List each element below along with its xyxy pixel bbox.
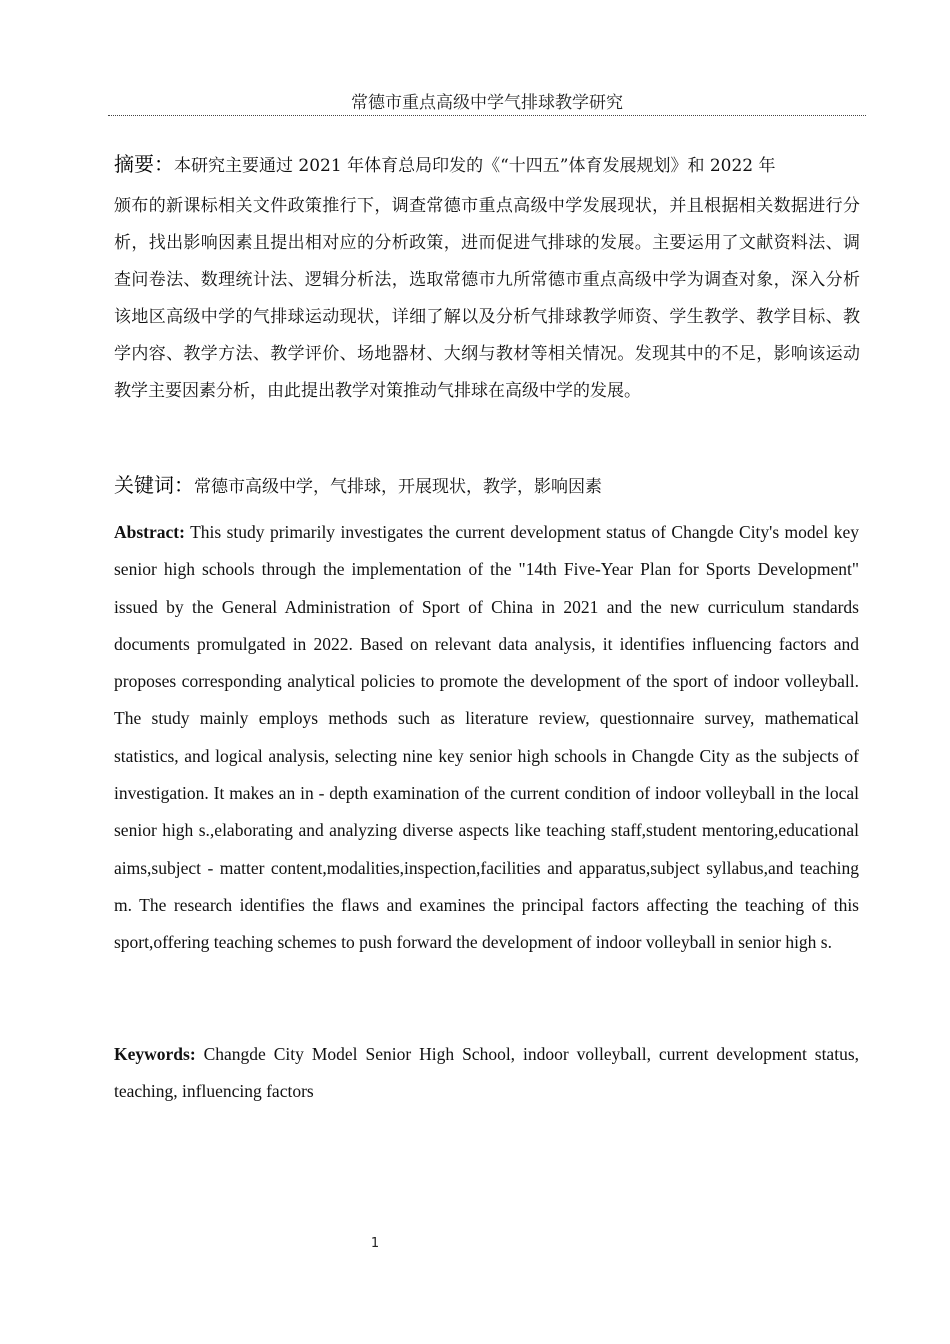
english-abstract-text: This study primarily investigates the current development status of Changde City's model key senior high schools through the implementation of the "14th Five-Year Plan for Sports Development" issued by the General Administration of Sport of China in 2021 and the new curriculum standards documents promulgated in 2022. Based on relevant data analysis, it identifies influencing factors and proposes corresponding analytical policies to promote the development of the sport of indoor volleyball. The study mainly employs methods such as literature review, questionnaire survey, mathematical statistics, and logical analysis, selecting nine key senior high schools in Changde City as the subjects of investigation. It makes an in - depth examination of the current condition of indoor volleyball in the local senior high s.,elaborating and analyzing diverse aspects like teaching staff,student mentoring,educational aims,subject - matter content,modalities,inspection,facilities and apparatus,subject syllabus,and teaching m. The research identifies the flaws and examines the principal factors affecting the teaching of this sport,offering teaching schemes to push forward the development of indoor volleyball in senior high s. <box>114 522 859 953</box>
english-abstract-label: Abstract: <box>114 522 185 542</box>
chinese-keywords-text: 常德市高级中学，气排球，开展现状，教学，影响因素 <box>194 477 602 497</box>
chinese-abstract <box>114 146 860 410</box>
english-abstract <box>114 514 859 962</box>
chinese-abstract-body: 颁布的新课标相关文件政策推行下，调查常德市重点高级中学发展现状，并且根据相关数据进行分析，找出影响因素且提出相对应的分析政策，进而促进气排球的发展。主要运用了文献资料法、调查问卷法、数理统计法、逻辑分析法，选取常德市九所常德市重点高级中学为调查对象，深入分析该地区高级中学的气排球运动现状，详细了解以及分析气排球教学师资、学生教学、教学目标、教学内容、教学方法、教学评价、场地器材、大纲与教材等相关情况。发现其中的不足，影响该运动教学主要因素分析，由此提出教学对策推动气排球在高级中学的发展。 <box>114 196 860 401</box>
chinese-abstract-label: 摘要： <box>114 152 174 176</box>
page-number: 1 <box>370 1236 380 1251</box>
chinese-keywords <box>114 468 860 504</box>
chinese-abstract-first-line <box>114 146 860 185</box>
chinese-abstract-line1: 本研究主要通过 2021 年体育总局印发的《“十四五”体育发展规划》和 2022 年 <box>174 156 776 176</box>
chinese-keywords-label: 关键词： <box>114 473 194 497</box>
english-keywords <box>114 1036 859 1111</box>
header-divider <box>108 115 866 116</box>
english-keywords-text: Changde City Model Senior High School, indoor volleyball, current development status, teaching, influencing factors <box>114 1044 860 1102</box>
english-keywords-label: Keywords: <box>114 1044 196 1064</box>
page-header-title: 常德市重点高级中学气排球教学研究 <box>351 93 623 113</box>
